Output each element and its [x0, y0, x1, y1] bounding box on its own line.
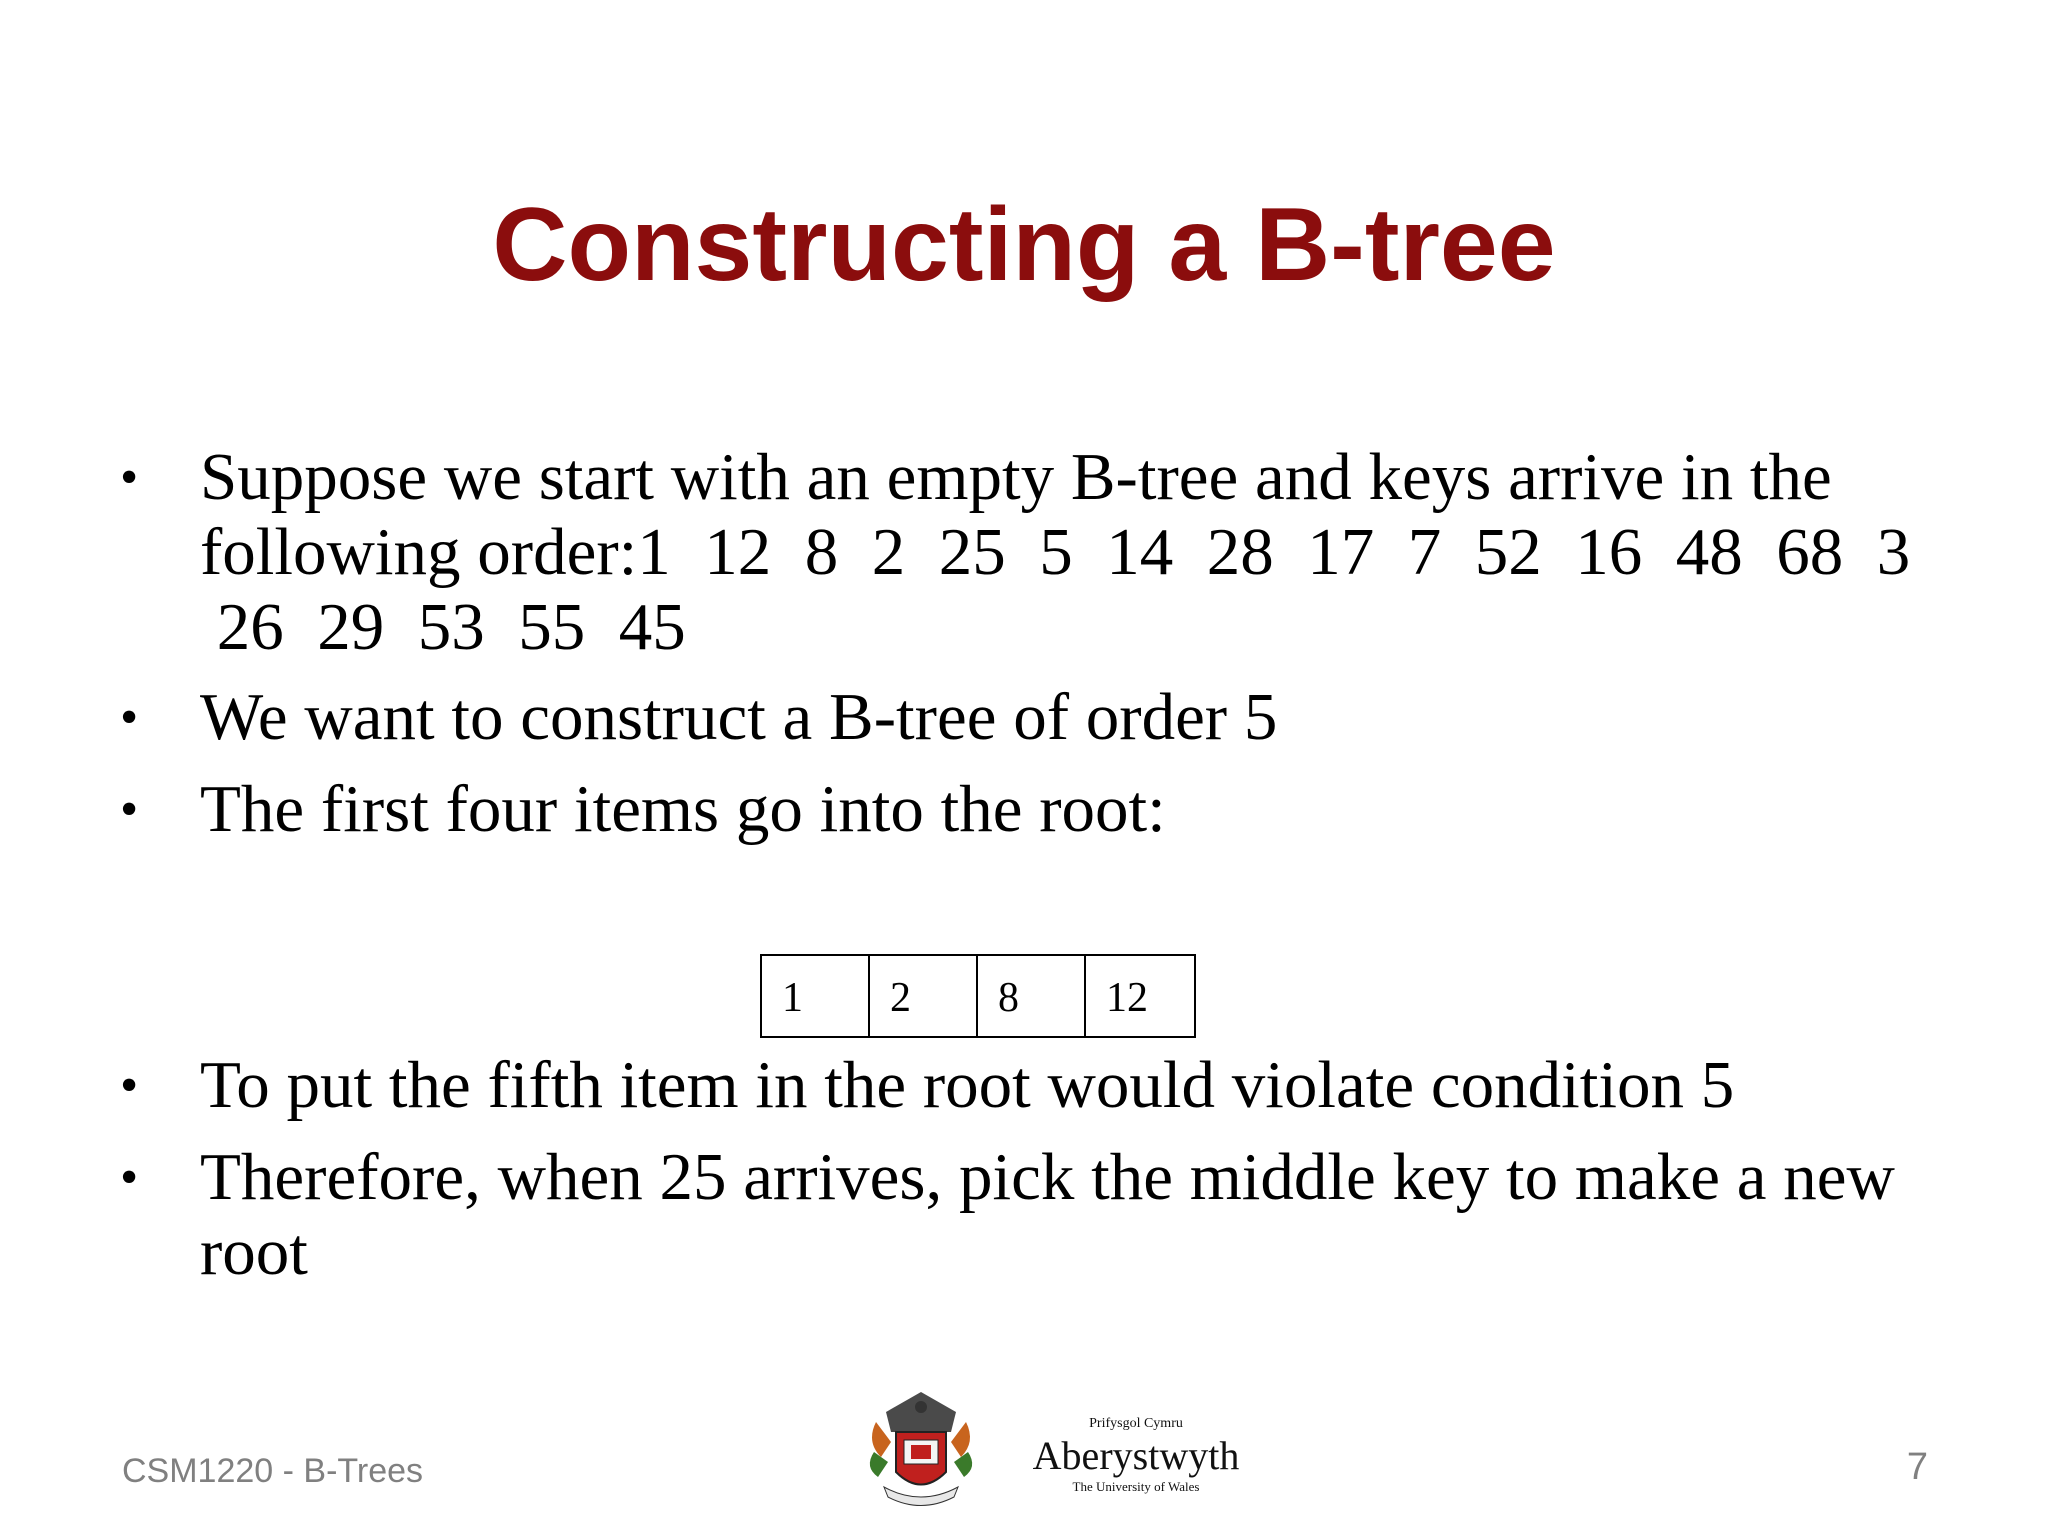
bullet-line: To put the fifth item in the root would violate condition 5	[200, 1048, 1735, 1122]
node-key-cell: 12	[1106, 975, 1148, 1021]
university-logo	[856, 1382, 1256, 1512]
root-node	[760, 954, 1196, 1038]
bullet-line: We want to construct a B-tree of order 5	[200, 680, 1278, 754]
node-key-cell: 1	[762, 956, 870, 1036]
bullet-text	[200, 772, 2048, 847]
node-key-cell: 8	[978, 956, 1086, 1036]
bullet-text	[200, 440, 2048, 665]
slide-title: Constructing a B-tree	[492, 187, 1556, 303]
bullet-line: root	[200, 1215, 308, 1289]
bullet-dot: •	[120, 781, 139, 838]
bullet-line: Therefore, when 25 arrives, pick the middle key to make a new	[200, 1140, 1895, 1214]
bullet-dot: •	[120, 449, 139, 506]
bullet-line: Suppose we start with an empty B-tree and keys arrive in the	[200, 440, 1832, 514]
bullet-dot: •	[120, 689, 139, 746]
logo-text	[1016, 1382, 1256, 1498]
footer-course: CSM1220 - B-Trees	[122, 1452, 424, 1490]
crest-icon	[856, 1382, 986, 1512]
logo-welsh-name: Prifysgol Cymru	[1089, 1416, 1183, 1431]
bullet-text	[200, 1140, 2048, 1290]
bullet-dot: •	[120, 1057, 139, 1114]
bullet-text	[200, 1048, 2048, 1123]
bullet-line: The first four items go into the root:	[200, 772, 1166, 846]
bullet-line: following order:1 12 8 2 25 5 14 28 17 7 52 16 48 68 3	[200, 515, 1911, 589]
page-number: 7	[1906, 1446, 1928, 1488]
bullet-text	[200, 680, 2048, 755]
bullet-line: 26 29 53 55 45	[200, 590, 686, 664]
node-key-cell: 2	[870, 956, 978, 1036]
logo-name: Aberystwyth	[1032, 1433, 1240, 1478]
logo-subtitle: The University of Wales	[1072, 1479, 1200, 1494]
bullet-dot: •	[120, 1149, 139, 1206]
